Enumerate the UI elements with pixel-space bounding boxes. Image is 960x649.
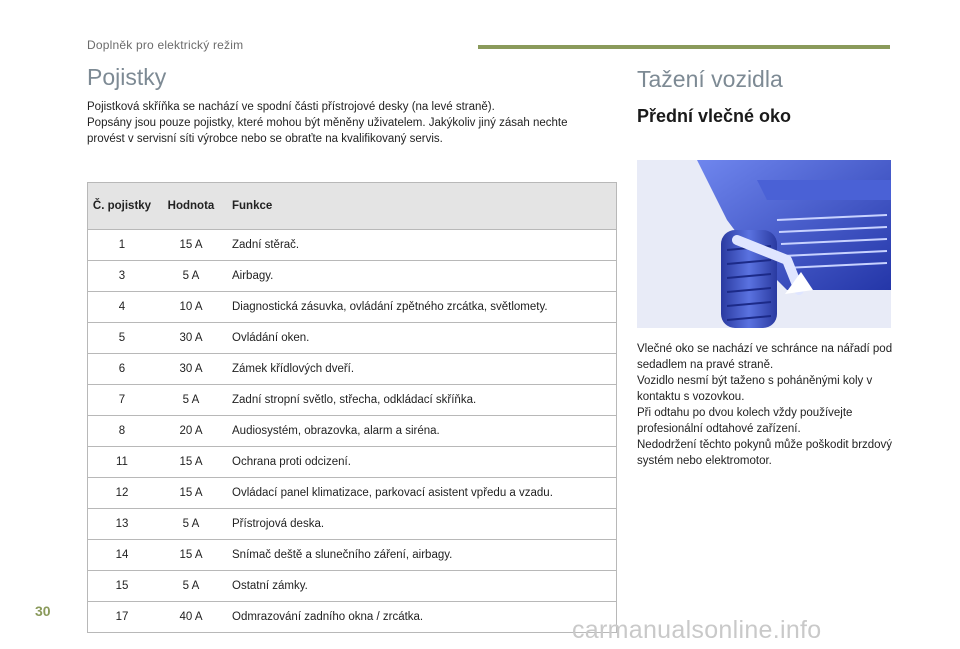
- fuses-intro: [87, 99, 607, 147]
- col-header-function: Funkce: [226, 183, 617, 230]
- fuse-value: 15 A: [156, 230, 226, 261]
- page-number: 30: [35, 603, 51, 619]
- fuse-function: Ovládací panel klimatizace, parkovací asistent vpředu a vzadu.: [226, 478, 617, 509]
- towing-title: Tažení vozidla: [637, 66, 783, 92]
- table-row: [88, 261, 617, 292]
- fuse-value: 5 A: [156, 509, 226, 540]
- fuse-function: Ovládání oken.: [226, 323, 617, 354]
- fuse-value: 5 A: [156, 261, 226, 292]
- col-header-number: Č. pojistky: [88, 183, 157, 230]
- table-row: [88, 354, 617, 385]
- fuse-number: 17: [88, 602, 157, 633]
- fuse-value: 40 A: [156, 602, 226, 633]
- fuse-value: 5 A: [156, 385, 226, 416]
- tow-eye-illustration: [637, 160, 891, 328]
- fuse-number: 5: [88, 323, 157, 354]
- fuse-function: Ochrana proti odcizení.: [226, 447, 617, 478]
- section-header-label: Doplněk pro elektrický režim: [87, 38, 244, 52]
- towing-text-line-4: Nedodržení těchto pokynů může poškodit brzdový systém nebo elektromotor.: [637, 439, 893, 467]
- towing-text-line-1: Vlečné oko se nachází ve schránce na nářadí pod sedadlem na pravé straně.: [637, 343, 893, 371]
- fuse-number: 6: [88, 354, 157, 385]
- fuse-function: Zadní stropní světlo, střecha, odkládací skříňka.: [226, 385, 617, 416]
- towing-text-line-3: Při odtahu po dvou kolech vždy používejte profesionální odtahové zařízení.: [637, 407, 853, 435]
- fuse-number: 13: [88, 509, 157, 540]
- fuse-table-body: [88, 230, 617, 633]
- fuse-value: 10 A: [156, 292, 226, 323]
- fuse-number: 14: [88, 540, 157, 571]
- fuse-function: Snímač deště a slunečního záření, airbagy.: [226, 540, 617, 571]
- table-row: [88, 385, 617, 416]
- table-row: [88, 540, 617, 571]
- fuse-value: 15 A: [156, 478, 226, 509]
- fuse-value: 20 A: [156, 416, 226, 447]
- table-row: [88, 292, 617, 323]
- fuse-value: 15 A: [156, 540, 226, 571]
- fuse-number: 15: [88, 571, 157, 602]
- fuse-number: 8: [88, 416, 157, 447]
- fuse-value: 30 A: [156, 323, 226, 354]
- fuses-intro-line-1: Pojistková skříňka se nachází ve spodní části přístrojové desky (na levé straně).: [87, 101, 495, 113]
- col-header-value: Hodnota: [156, 183, 226, 230]
- fuse-function: Audiosystém, obrazovka, alarm a siréna.: [226, 416, 617, 447]
- towing-subtitle: Přední vlečné oko: [637, 106, 792, 126]
- fuse-value: 5 A: [156, 571, 226, 602]
- table-row: [88, 478, 617, 509]
- header-rule: [478, 45, 890, 49]
- fuse-value: 15 A: [156, 447, 226, 478]
- table-row: [88, 230, 617, 261]
- table-row: [88, 571, 617, 602]
- fuse-function: Odmrazování zadního okna / zrcátka.: [226, 602, 617, 633]
- fuses-title: Pojistky: [87, 64, 167, 90]
- fuse-number: 7: [88, 385, 157, 416]
- table-row: [88, 323, 617, 354]
- table-row: [88, 416, 617, 447]
- tow-eye-drawing: [637, 160, 891, 328]
- fuse-number: 1: [88, 230, 157, 261]
- fuse-number: 11: [88, 447, 157, 478]
- watermark: carmanualsonline.info: [572, 616, 822, 644]
- fuse-number: 4: [88, 292, 157, 323]
- fuse-function: Diagnostická zásuvka, ovládání zpětného zrcátka, světlomety.: [226, 292, 617, 323]
- table-row: [88, 602, 617, 633]
- towing-text: [637, 341, 897, 469]
- fuse-number: 12: [88, 478, 157, 509]
- fuse-function: Přístrojová deska.: [226, 509, 617, 540]
- fuse-function: Zadní stěrač.: [226, 230, 617, 261]
- fuse-value: 30 A: [156, 354, 226, 385]
- fuse-table-header: [88, 183, 617, 230]
- fuse-function: Zámek křídlových dveří.: [226, 354, 617, 385]
- fuses-intro-line-2: Popsány jsou pouze pojistky, které mohou být měněny uživatelem. Jakýkoliv jiný zásah nechte provést v servisní síti výrobce nebo se obraťte na kvalifikovaný servis.: [87, 117, 568, 145]
- table-row: [88, 447, 617, 478]
- fuse-number: 3: [88, 261, 157, 292]
- table-row: [88, 509, 617, 540]
- fuse-table: [87, 182, 617, 633]
- fuse-function: Ostatní zámky.: [226, 571, 617, 602]
- fuse-function: Airbagy.: [226, 261, 617, 292]
- towing-text-line-2: Vozidlo nesmí být taženo s poháněnými koly v kontaktu s vozovkou.: [637, 375, 873, 403]
